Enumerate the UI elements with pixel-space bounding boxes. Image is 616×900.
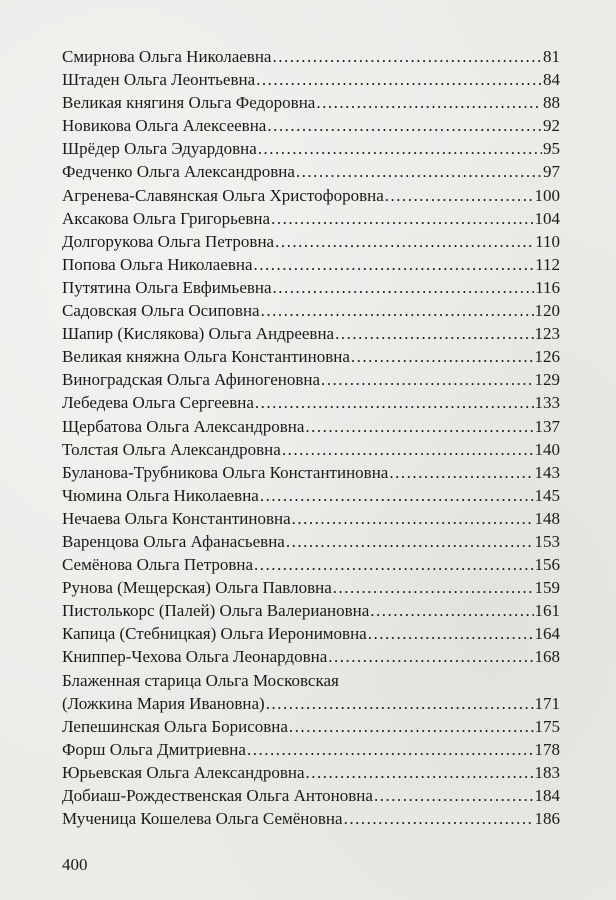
toc-entry-title: Пистолькорс (Палей) Ольга Валериановна (62, 601, 370, 621)
toc-entry (62, 438, 560, 461)
toc-entry (62, 184, 560, 207)
dot-leader (286, 530, 534, 553)
toc-entry-page: 161 (534, 601, 560, 621)
toc-entry-page: 137 (534, 416, 560, 436)
toc-entry-page: 183 (534, 762, 560, 782)
toc-entry-page: 84 (543, 70, 560, 90)
dot-leader (271, 207, 533, 230)
toc-entry-title: Аксакова Ольга Григорьевна (62, 208, 271, 228)
dot-leader (374, 784, 534, 807)
dot-leader (256, 68, 542, 91)
toc-entry-page: 104 (534, 208, 560, 228)
toc-entry-page: 92 (543, 116, 560, 136)
toc-entry (62, 276, 560, 299)
dot-leader (273, 276, 535, 299)
toc-entry-title: Буланова-Трубникова Ольга Константиновна (62, 462, 389, 482)
toc-entry (62, 391, 560, 414)
toc-entry-title: Добиаш-Рождественская Ольга Антоновна (62, 786, 373, 805)
toc-entry (62, 784, 560, 807)
toc-entry-title: Варенцова Ольга Афанасьевна (62, 531, 285, 551)
toc-entry-title: Великая княжна Ольга Константиновна (62, 347, 350, 367)
toc-entry (62, 91, 560, 114)
toc-entry-title: Лебедева Ольга Сергеевна (62, 393, 254, 413)
dot-leader (254, 253, 535, 276)
dot-leader (344, 807, 534, 830)
toc-entry-title: Шапир (Кислякова) Ольга Андреевна (62, 324, 335, 344)
toc-entry (62, 599, 560, 622)
toc-entry-title: Агренева-Славянская Ольга Христофоровна (62, 185, 384, 205)
toc-entry-page: 175 (534, 716, 560, 736)
toc-entry-title: Рунова (Мещерская) Ольга Павловна (62, 578, 332, 598)
toc-entry-title: Путятина Ольга Евфимьевна (62, 277, 272, 297)
toc-entry-page: 143 (534, 462, 560, 482)
toc-entry-title: Толстая Ольга Александровна (62, 439, 281, 459)
toc-entry (62, 669, 560, 692)
toc-entry-page: 100 (534, 185, 560, 205)
page-number: 400 (62, 855, 88, 874)
toc-entry-title: Великая княгиня Ольга Федоровна (62, 93, 316, 113)
dot-leader (305, 415, 533, 438)
dot-leader (267, 114, 542, 137)
dot-leader (266, 692, 534, 715)
toc-entry-page: 164 (534, 624, 560, 644)
toc-entry-title: Книппер-Чехова Ольга Леонардовна (62, 647, 328, 667)
toc-entry-page: 120 (534, 301, 560, 321)
toc-entry-title: Садовская Ольга Осиповна (62, 301, 260, 321)
dot-leader (292, 507, 534, 530)
toc-entry-page: 140 (534, 439, 560, 459)
toc-entry (62, 207, 560, 230)
toc-entry-title: Юрьевская Ольга Александровна (62, 762, 305, 782)
dot-leader (351, 345, 534, 368)
toc-entry-page: 184 (534, 786, 560, 805)
toc-entry (62, 299, 560, 322)
toc-entry-page: 95 (543, 139, 560, 159)
toc-entry-page: 126 (534, 347, 560, 367)
toc-entry-page: 168 (534, 647, 560, 667)
dot-leader (255, 391, 534, 414)
dot-leader (254, 553, 533, 576)
toc-entry-title: Щербатова Ольга Александровна (62, 416, 305, 436)
toc-entry (62, 461, 560, 484)
toc-entry-page: 178 (534, 739, 560, 759)
toc-entry-page: 81 (543, 47, 560, 66)
toc-entry (62, 484, 560, 507)
toc-entry-title: Новикова Ольга Алексеевна (62, 116, 267, 136)
toc-entry (62, 68, 560, 91)
dot-leader (368, 622, 534, 645)
toc-entry-title: Смирнова Ольга Николаевна (62, 47, 272, 66)
toc-entry (62, 345, 560, 368)
toc-entry (62, 160, 560, 183)
dot-leader (247, 738, 534, 761)
dot-leader (328, 645, 533, 668)
toc-entry (62, 807, 560, 830)
dot-leader (389, 461, 533, 484)
toc-entry (62, 530, 560, 553)
toc-entry-title: Лепешинская Ольга Борисовна (62, 716, 288, 736)
toc-entry-title: Капица (Стебницкая) Ольга Иеронимовна (62, 624, 367, 644)
toc-entry-title: Чюмина Ольга Николаевна (62, 485, 259, 505)
toc-entry (62, 715, 560, 738)
toc-entry (62, 230, 560, 253)
toc-entry-page: 88 (543, 93, 560, 113)
dot-leader (275, 230, 534, 253)
toc-entry-page: 145 (534, 485, 560, 505)
toc-entry (62, 368, 560, 391)
dot-leader (321, 368, 533, 391)
toc-entry-page: 153 (534, 531, 560, 551)
dot-leader (370, 599, 533, 622)
toc-entry-title: Шрёдер Ольга Эдуардовна (62, 139, 257, 159)
toc-entry-page: 159 (534, 578, 560, 598)
toc-entry (62, 415, 560, 438)
toc-entry-page: 133 (534, 393, 560, 413)
toc-entry-title: Виноградская Ольга Афиногеновна (62, 370, 321, 390)
dot-leader (296, 160, 542, 183)
dot-leader (289, 715, 534, 738)
toc-entry-page: 148 (534, 508, 560, 528)
dot-leader (316, 91, 542, 114)
toc-entry-title: Федченко Ольга Александровна (62, 162, 295, 182)
toc-entry-title: (Ложкина Мария Ивановна) (62, 693, 265, 713)
toc-entry (62, 692, 560, 715)
toc-entry (62, 622, 560, 645)
toc-entry-page: 171 (534, 693, 560, 713)
toc-entry (62, 114, 560, 137)
toc-entry-page: 186 (534, 809, 560, 829)
dot-leader (261, 299, 534, 322)
toc-entry-title: Нечаева Ольга Константиновна (62, 508, 291, 528)
toc-entry-page: 123 (534, 324, 560, 344)
dot-leader (385, 184, 534, 207)
toc-entry-title: Форш Ольга Дмитриевна (62, 739, 246, 759)
toc-entry-title: Долгорукова Ольга Петровна (62, 231, 275, 251)
toc-entry (62, 137, 560, 160)
toc-entry-title: Мученица Кошелева Ольга Семёновна (62, 809, 343, 829)
toc-entry (62, 507, 560, 530)
toc-entry (62, 322, 560, 345)
dot-leader (333, 576, 534, 599)
toc-entry (62, 761, 560, 784)
dot-leader (335, 322, 533, 345)
toc-entry (62, 738, 560, 761)
toc-entry-title: Попова Ольга Николаевна (62, 254, 253, 274)
table-of-contents (62, 45, 560, 830)
toc-entry-page: 110 (535, 231, 560, 251)
toc-entry-page: 116 (535, 277, 560, 297)
dot-leader (272, 45, 542, 68)
toc-entry-page: 129 (534, 370, 560, 390)
dot-leader (258, 137, 542, 160)
toc-entry-page: 156 (534, 555, 560, 575)
toc-entry-page: 97 (543, 162, 560, 182)
dot-leader (282, 438, 534, 461)
toc-entry (62, 45, 560, 68)
toc-entry-title: Семёнова Ольга Петровна (62, 555, 254, 575)
toc-entry-title: Блаженная старица Ольга Московская (62, 670, 339, 690)
toc-entry-title: Штаден Ольга Леонтьевна (62, 70, 256, 90)
dot-leader (306, 761, 534, 784)
toc-entry (62, 645, 560, 668)
dot-leader (260, 484, 534, 507)
toc-entry (62, 576, 560, 599)
toc-entry-page: 112 (535, 254, 560, 274)
toc-entry (62, 253, 560, 276)
toc-entry (62, 553, 560, 576)
